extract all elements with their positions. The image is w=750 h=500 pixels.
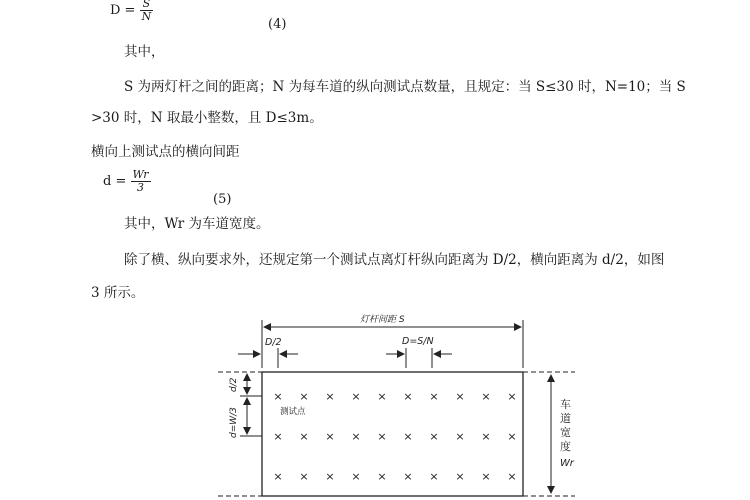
lane-width-symbol: Wr [560,458,574,469]
formula-4-lhs: D = [110,3,136,18]
paragraph-2-line-1: 除了横、纵向要求外，还规定第一个测试点离灯杆纵向距离为 D/2，横向距离为 d/2，如图 [124,252,665,268]
test-point-grid [273,390,516,483]
test-point-marker: × [299,430,309,443]
lane-width-char-4: 度 [560,440,571,453]
test-point-marker: × [273,390,283,403]
half-d-label: D/2 [265,337,282,348]
d-half-label: d/2 [229,377,239,392]
lane-width-char-3: 宽 [560,426,571,439]
test-point-marker: × [507,390,517,403]
where-line-1: 其中， [124,44,165,60]
test-point-marker: × [325,430,335,443]
paragraph-1-line-2: >30 时，N 取最小整数，且 D≤3m。 [91,110,323,126]
test-point-marker: × [455,390,465,403]
test-point-marker: × [481,470,491,483]
test-point-marker: × [429,390,439,403]
test-point-marker: × [299,470,309,483]
d-label: D=S/N [402,336,434,347]
test-point-marker: × [455,430,465,443]
test-point-marker: × [507,470,517,483]
test-point-marker: × [403,390,413,403]
formula-5-denominator: 3 [137,181,145,194]
paragraph-1-line-1: S 为两灯杆之间的距离；N 为每车道的纵向测试点数量，且规定：当 S≤30 时，N=10；当 S [124,79,686,95]
test-point-marker: × [299,390,309,403]
test-point-marker: × [325,390,335,403]
test-point-marker: × [481,430,491,443]
test-point-marker: × [351,390,361,403]
lane-width-char-1: 车 [560,398,571,411]
test-point-marker: × [325,470,335,483]
where-line-2: 其中，Wr 为车道宽度。 [124,216,270,232]
lane-width-char-2: 道 [560,412,571,425]
test-point-marker: × [273,470,283,483]
formula-4-denominator: N [141,10,152,23]
test-point-marker: × [403,470,413,483]
test-point-marker: × [377,470,387,483]
spacing-label: 灯杆间距 S [360,315,405,325]
test-point-marker: × [507,430,517,443]
test-point-marker: × [429,470,439,483]
test-point-marker: × [403,430,413,443]
test-point-marker: × [377,430,387,443]
formula-4-numerator: S [140,0,154,11]
heading-lateral-spacing: 横向上测试点的横向间距 [91,144,240,160]
test-point-marker: × [351,430,361,443]
test-point-marker: × [455,470,465,483]
test-point-marker: × [273,430,283,443]
paragraph-2-line-2: 3 所示。 [91,285,145,301]
test-point-marker: × [377,390,387,403]
formula-4-number: (4) [268,17,287,32]
test-point-marker: × [481,390,491,403]
test-point-marker: × [351,470,361,483]
formula-5-number: (5) [213,192,232,207]
d-width-label: d=W/3 [229,407,239,438]
formula-5-numerator: Wr [132,168,149,181]
formula-5-lhs: d = [103,174,127,189]
test-point-label: 测试点 [280,407,306,417]
test-point-marker: × [429,430,439,443]
